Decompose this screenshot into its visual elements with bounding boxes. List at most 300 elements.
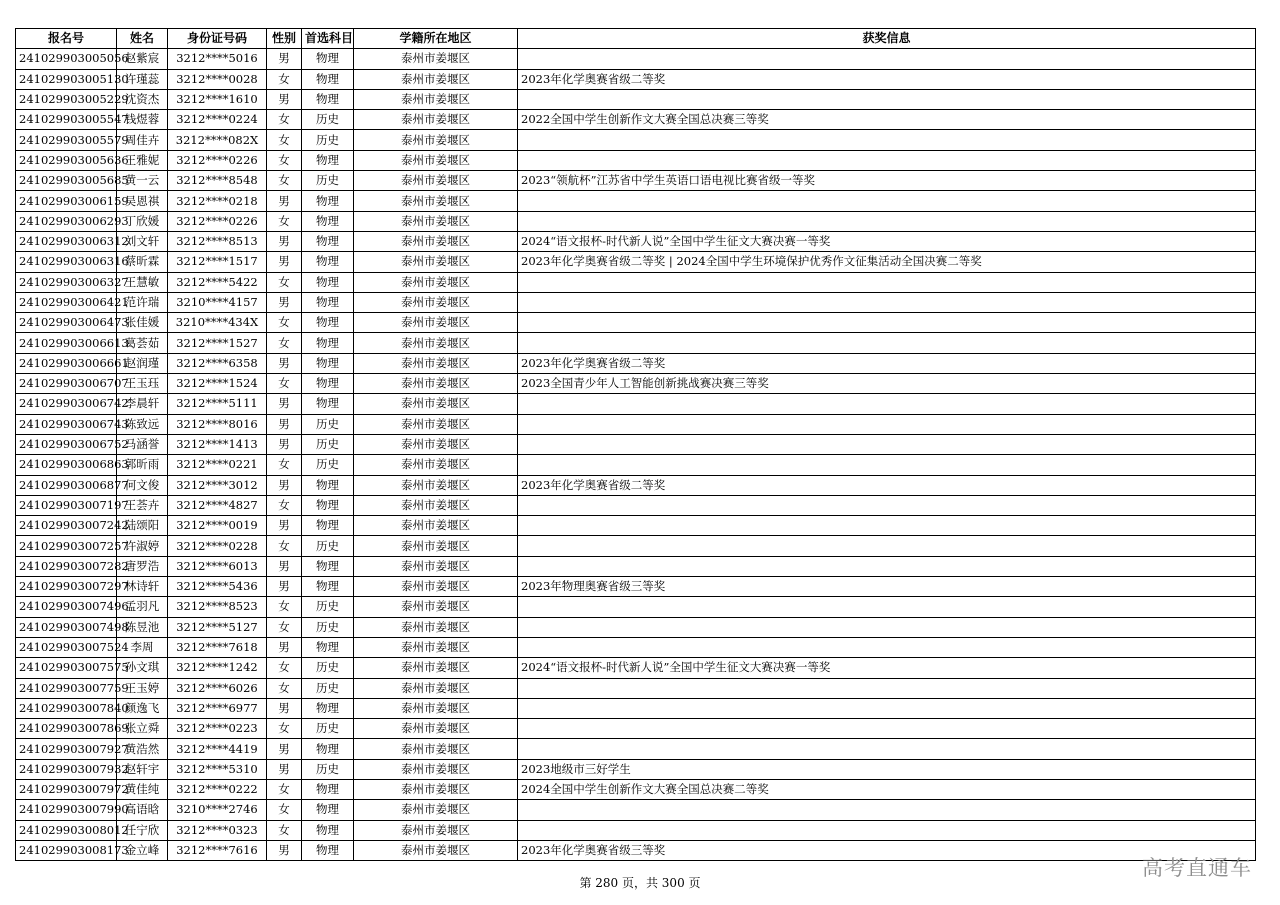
cell-id-card: 3212****1527	[168, 333, 267, 353]
cell-awards	[518, 89, 1256, 109]
cell-subject: 历史	[302, 617, 354, 637]
cell-registration-no: 241029903006752	[16, 434, 117, 454]
cell-name: 陆颂阳	[117, 516, 168, 536]
cell-name: 许瑾蕊	[117, 69, 168, 89]
cell-id-card: 3212****0222	[168, 779, 267, 799]
table-row	[16, 597, 1256, 617]
cell-registration-no: 241029903005547	[16, 110, 117, 130]
cell-name: 王玉珏	[117, 374, 168, 394]
cell-awards: 2023全国青少年人工智能创新挑战赛决赛三等奖	[518, 374, 1256, 394]
cell-subject: 历史	[302, 597, 354, 617]
cell-registration-no: 241029903006661	[16, 353, 117, 373]
cell-gender: 女	[267, 617, 302, 637]
cell-region: 泰州市姜堰区	[354, 516, 518, 536]
cell-region: 泰州市姜堰区	[354, 252, 518, 272]
cell-id-card: 3210****434X	[168, 313, 267, 333]
header-awards: 获奖信息	[518, 29, 1256, 49]
cell-gender: 女	[267, 719, 302, 739]
cell-awards: 2022全国中学生创新作文大赛全国总决赛三等奖	[518, 110, 1256, 130]
cell-subject: 物理	[302, 475, 354, 495]
cell-subject: 物理	[302, 577, 354, 597]
cell-subject: 物理	[302, 820, 354, 840]
cell-gender: 女	[267, 455, 302, 475]
table-row	[16, 333, 1256, 353]
cell-name: 赵紫宸	[117, 49, 168, 69]
cell-subject: 物理	[302, 252, 354, 272]
cell-region: 泰州市姜堰区	[354, 495, 518, 515]
cell-subject: 物理	[302, 191, 354, 211]
table-row	[16, 231, 1256, 251]
table-row	[16, 130, 1256, 150]
cell-awards	[518, 434, 1256, 454]
cell-subject: 物理	[302, 739, 354, 759]
table-row	[16, 374, 1256, 394]
cell-subject: 物理	[302, 89, 354, 109]
cell-subject: 物理	[302, 800, 354, 820]
cell-id-card: 3212****6026	[168, 678, 267, 698]
table-row	[16, 414, 1256, 434]
cell-awards	[518, 272, 1256, 292]
cell-subject: 物理	[302, 394, 354, 414]
cell-region: 泰州市姜堰区	[354, 678, 518, 698]
cell-gender: 男	[267, 191, 302, 211]
cell-registration-no: 241029903006743	[16, 414, 117, 434]
table-row	[16, 353, 1256, 373]
cell-gender: 女	[267, 820, 302, 840]
header-name: 姓名	[117, 29, 168, 49]
cell-registration-no: 241029903006877	[16, 475, 117, 495]
cell-region: 泰州市姜堰区	[354, 536, 518, 556]
cell-name: 蔡昕霖	[117, 252, 168, 272]
cell-name: 马涵誉	[117, 434, 168, 454]
cell-subject: 历史	[302, 759, 354, 779]
cell-name: 金立峰	[117, 840, 168, 860]
cell-subject: 物理	[302, 840, 354, 860]
cell-subject: 物理	[302, 353, 354, 373]
cell-gender: 男	[267, 231, 302, 251]
cell-awards	[518, 414, 1256, 434]
table-row	[16, 536, 1256, 556]
table-row	[16, 698, 1256, 718]
cell-gender: 女	[267, 597, 302, 617]
cell-registration-no: 241029903005636	[16, 150, 117, 170]
cell-registration-no: 241029903007282	[16, 556, 117, 576]
cell-name: 孙文琪	[117, 658, 168, 678]
table-row	[16, 89, 1256, 109]
cell-id-card: 3212****0226	[168, 211, 267, 231]
cell-registration-no: 241029903007197	[16, 495, 117, 515]
cell-id-card: 3212****0028	[168, 69, 267, 89]
cell-awards	[518, 495, 1256, 515]
cell-id-card: 3212****1242	[168, 658, 267, 678]
cell-gender: 男	[267, 840, 302, 860]
cell-name: 丁欣媛	[117, 211, 168, 231]
cell-name: 任宁欣	[117, 820, 168, 840]
cell-registration-no: 241029903007759	[16, 678, 117, 698]
cell-id-card: 3212****0223	[168, 719, 267, 739]
table-row	[16, 252, 1256, 272]
cell-region: 泰州市姜堰区	[354, 414, 518, 434]
cell-region: 泰州市姜堰区	[354, 434, 518, 454]
cell-gender: 男	[267, 252, 302, 272]
cell-name: 陈昱池	[117, 617, 168, 637]
cell-subject: 物理	[302, 333, 354, 353]
cell-id-card: 3212****0323	[168, 820, 267, 840]
cell-region: 泰州市姜堰区	[354, 597, 518, 617]
cell-subject: 历史	[302, 658, 354, 678]
cell-subject: 物理	[302, 231, 354, 251]
cell-gender: 女	[267, 495, 302, 515]
cell-subject: 物理	[302, 150, 354, 170]
cell-registration-no: 241029903007927	[16, 739, 117, 759]
cell-region: 泰州市姜堰区	[354, 150, 518, 170]
cell-gender: 女	[267, 374, 302, 394]
cell-registration-no: 241029903007972	[16, 779, 117, 799]
cell-awards	[518, 719, 1256, 739]
cell-registration-no: 241029903006327	[16, 272, 117, 292]
cell-registration-no: 241029903007840	[16, 698, 117, 718]
cell-name: 周佳卉	[117, 130, 168, 150]
cell-id-card: 3212****1517	[168, 252, 267, 272]
cell-id-card: 3212****5016	[168, 49, 267, 69]
cell-id-card: 3212****8548	[168, 171, 267, 191]
cell-subject: 历史	[302, 110, 354, 130]
table-row	[16, 800, 1256, 820]
cell-subject: 历史	[302, 414, 354, 434]
cell-gender: 女	[267, 658, 302, 678]
cell-region: 泰州市姜堰区	[354, 333, 518, 353]
cell-awards: 2023年化学奥赛省级二等奖	[518, 475, 1256, 495]
cell-name: 葛荟茹	[117, 333, 168, 353]
cell-awards	[518, 637, 1256, 657]
cell-awards	[518, 739, 1256, 759]
cell-id-card: 3212****5422	[168, 272, 267, 292]
awards-roster-table	[15, 28, 1256, 861]
cell-registration-no: 241029903007242	[16, 516, 117, 536]
cell-registration-no: 241029903007297	[16, 577, 117, 597]
cell-region: 泰州市姜堰区	[354, 820, 518, 840]
cell-gender: 女	[267, 150, 302, 170]
cell-id-card: 3212****8016	[168, 414, 267, 434]
cell-name: 林诗轩	[117, 577, 168, 597]
cell-subject: 物理	[302, 495, 354, 515]
cell-subject: 物理	[302, 292, 354, 312]
cell-subject: 历史	[302, 536, 354, 556]
cell-region: 泰州市姜堰区	[354, 455, 518, 475]
cell-subject: 物理	[302, 637, 354, 657]
cell-gender: 男	[267, 739, 302, 759]
cell-awards	[518, 313, 1256, 333]
cell-awards	[518, 394, 1256, 414]
cell-id-card: 3212****5310	[168, 759, 267, 779]
cell-registration-no: 241029903007496	[16, 597, 117, 617]
header-gender: 性别	[267, 29, 302, 49]
watermark-text: 高考直通车	[1142, 856, 1252, 880]
cell-awards	[518, 49, 1256, 69]
cell-registration-no: 241029903006312	[16, 231, 117, 251]
cell-awards	[518, 292, 1256, 312]
cell-gender: 女	[267, 130, 302, 150]
cell-registration-no: 241029903005130	[16, 69, 117, 89]
cell-subject: 物理	[302, 516, 354, 536]
cell-subject: 物理	[302, 313, 354, 333]
cell-region: 泰州市姜堰区	[354, 637, 518, 657]
cell-registration-no: 241029903005579	[16, 130, 117, 150]
cell-registration-no: 241029903005229	[16, 89, 117, 109]
cell-gender: 男	[267, 577, 302, 597]
cell-awards	[518, 617, 1256, 637]
table-row	[16, 637, 1256, 657]
cell-gender: 男	[267, 759, 302, 779]
cell-name: 陈致远	[117, 414, 168, 434]
cell-id-card: 3210****2746	[168, 800, 267, 820]
cell-registration-no: 241029903005685	[16, 171, 117, 191]
cell-gender: 男	[267, 49, 302, 69]
cell-gender: 男	[267, 353, 302, 373]
cell-region: 泰州市姜堰区	[354, 759, 518, 779]
cell-name: 刘文轩	[117, 231, 168, 251]
cell-region: 泰州市姜堰区	[354, 313, 518, 333]
cell-registration-no: 241029903006316	[16, 252, 117, 272]
table-row	[16, 69, 1256, 89]
cell-id-card: 3212****0228	[168, 536, 267, 556]
table-row	[16, 678, 1256, 698]
table-row	[16, 516, 1256, 536]
cell-gender: 女	[267, 272, 302, 292]
cell-id-card: 3212****4827	[168, 495, 267, 515]
cell-id-card: 3212****7618	[168, 637, 267, 657]
cell-gender: 女	[267, 779, 302, 799]
cell-gender: 女	[267, 800, 302, 820]
table-row	[16, 617, 1256, 637]
cell-region: 泰州市姜堰区	[354, 69, 518, 89]
cell-id-card: 3212****0019	[168, 516, 267, 536]
cell-id-card: 3212****6358	[168, 353, 267, 373]
cell-id-card: 3212****6977	[168, 698, 267, 718]
cell-awards	[518, 536, 1256, 556]
cell-region: 泰州市姜堰区	[354, 353, 518, 373]
cell-subject: 物理	[302, 272, 354, 292]
cell-awards: 2023年化学奥赛省级二等奖 | 2024全国中学生环境保护优秀作文征集活动全国决赛二等奖	[518, 252, 1256, 272]
cell-region: 泰州市姜堰区	[354, 577, 518, 597]
cell-gender: 男	[267, 698, 302, 718]
cell-awards	[518, 455, 1256, 475]
cell-id-card: 3212****1524	[168, 374, 267, 394]
table-row	[16, 759, 1256, 779]
cell-subject: 物理	[302, 374, 354, 394]
table-row	[16, 394, 1256, 414]
cell-gender: 女	[267, 333, 302, 353]
page-number: 第 280 页，共 300 页	[579, 876, 701, 890]
cell-registration-no: 241029903006473	[16, 313, 117, 333]
cell-name: 郭昕雨	[117, 455, 168, 475]
cell-awards	[518, 678, 1256, 698]
cell-awards: 2023“领航杯”江苏省中学生英语口语电视比赛省级一等奖	[518, 171, 1256, 191]
cell-registration-no: 241029903006707	[16, 374, 117, 394]
cell-region: 泰州市姜堰区	[354, 211, 518, 231]
cell-gender: 男	[267, 516, 302, 536]
cell-registration-no: 241029903007990	[16, 800, 117, 820]
cell-region: 泰州市姜堰区	[354, 292, 518, 312]
cell-gender: 男	[267, 394, 302, 414]
cell-gender: 女	[267, 313, 302, 333]
cell-region: 泰州市姜堰区	[354, 698, 518, 718]
cell-name: 黄一云	[117, 171, 168, 191]
cell-awards: 2024“语文报杯-时代新人说”全国中学生征文大赛决赛一等奖	[518, 658, 1256, 678]
cell-region: 泰州市姜堰区	[354, 658, 518, 678]
cell-registration-no: 241029903007257	[16, 536, 117, 556]
cell-awards	[518, 800, 1256, 820]
cell-gender: 男	[267, 89, 302, 109]
cell-id-card: 3210****4157	[168, 292, 267, 312]
cell-region: 泰州市姜堰区	[354, 272, 518, 292]
cell-id-card: 3212****0221	[168, 455, 267, 475]
table-row	[16, 719, 1256, 739]
table-row	[16, 292, 1256, 312]
cell-region: 泰州市姜堰区	[354, 49, 518, 69]
cell-name: 李周	[117, 637, 168, 657]
cell-name: 张立舜	[117, 719, 168, 739]
cell-id-card: 3212****082X	[168, 130, 267, 150]
cell-registration-no: 241029903007869	[16, 719, 117, 739]
cell-registration-no: 241029903007932	[16, 759, 117, 779]
table-row	[16, 191, 1256, 211]
cell-subject: 物理	[302, 779, 354, 799]
table-body	[16, 49, 1256, 861]
cell-registration-no: 241029903006293	[16, 211, 117, 231]
cell-name: 黄浩然	[117, 739, 168, 759]
table-header-row	[16, 29, 1256, 49]
cell-gender: 男	[267, 637, 302, 657]
table-row	[16, 556, 1256, 576]
cell-awards	[518, 698, 1256, 718]
cell-awards: 2023年化学奥赛省级三等奖	[518, 840, 1256, 860]
cell-name: 钱煜蓉	[117, 110, 168, 130]
cell-gender: 女	[267, 171, 302, 191]
cell-region: 泰州市姜堰区	[354, 191, 518, 211]
table-row	[16, 272, 1256, 292]
cell-region: 泰州市姜堰区	[354, 719, 518, 739]
cell-subject: 历史	[302, 455, 354, 475]
cell-id-card: 3212****0226	[168, 150, 267, 170]
table-row	[16, 49, 1256, 69]
cell-id-card: 3212****7616	[168, 840, 267, 860]
cell-awards: 2024“语文报杯-时代新人说”全国中学生征文大赛决赛一等奖	[518, 231, 1256, 251]
cell-name: 孟羽凡	[117, 597, 168, 617]
cell-registration-no: 241029903006742	[16, 394, 117, 414]
cell-name: 王荟卉	[117, 495, 168, 515]
table-row	[16, 150, 1256, 170]
cell-registration-no: 241029903007524	[16, 637, 117, 657]
table-row	[16, 475, 1256, 495]
cell-region: 泰州市姜堰区	[354, 475, 518, 495]
cell-id-card: 3212****1413	[168, 434, 267, 454]
table-row	[16, 495, 1256, 515]
cell-id-card: 3212****0224	[168, 110, 267, 130]
cell-awards	[518, 130, 1256, 150]
cell-region: 泰州市姜堰区	[354, 394, 518, 414]
cell-subject: 历史	[302, 171, 354, 191]
cell-subject: 历史	[302, 434, 354, 454]
cell-name: 范许瑞	[117, 292, 168, 312]
cell-awards: 2024全国中学生创新作文大赛全国总决赛二等奖	[518, 779, 1256, 799]
cell-name: 颜逸飞	[117, 698, 168, 718]
cell-registration-no: 241029903008173	[16, 840, 117, 860]
cell-subject: 物理	[302, 69, 354, 89]
table-row	[16, 658, 1256, 678]
table-row	[16, 739, 1256, 759]
cell-subject: 历史	[302, 719, 354, 739]
cell-registration-no: 241029903006421	[16, 292, 117, 312]
cell-awards	[518, 556, 1256, 576]
cell-awards	[518, 150, 1256, 170]
cell-region: 泰州市姜堰区	[354, 739, 518, 759]
cell-registration-no: 241029903006159	[16, 191, 117, 211]
cell-id-card: 3212****8513	[168, 231, 267, 251]
cell-region: 泰州市姜堰区	[354, 130, 518, 150]
cell-name: 张佳媛	[117, 313, 168, 333]
table-row	[16, 313, 1256, 333]
cell-name: 何文俊	[117, 475, 168, 495]
table-row	[16, 434, 1256, 454]
cell-id-card: 3212****0218	[168, 191, 267, 211]
cell-region: 泰州市姜堰区	[354, 556, 518, 576]
table-row	[16, 840, 1256, 860]
cell-name: 吴恩祺	[117, 191, 168, 211]
header-subject: 首选科目	[302, 29, 354, 49]
cell-region: 泰州市姜堰区	[354, 110, 518, 130]
table-row	[16, 211, 1256, 231]
cell-subject: 历史	[302, 678, 354, 698]
table-row	[16, 110, 1256, 130]
cell-name: 赵润瑾	[117, 353, 168, 373]
cell-awards	[518, 820, 1256, 840]
table-row	[16, 577, 1256, 597]
table-row	[16, 820, 1256, 840]
cell-name: 唐罗浩	[117, 556, 168, 576]
cell-name: 王雅妮	[117, 150, 168, 170]
cell-gender: 男	[267, 556, 302, 576]
cell-awards	[518, 597, 1256, 617]
cell-awards: 2023地级市三好学生	[518, 759, 1256, 779]
cell-id-card: 3212****5436	[168, 577, 267, 597]
cell-id-card: 3212****6013	[168, 556, 267, 576]
cell-region: 泰州市姜堰区	[354, 374, 518, 394]
cell-awards: 2023年物理奥赛省级三等奖	[518, 577, 1256, 597]
cell-gender: 男	[267, 434, 302, 454]
cell-name: 赵轩宇	[117, 759, 168, 779]
cell-name: 高语晗	[117, 800, 168, 820]
cell-gender: 女	[267, 536, 302, 556]
table-row	[16, 779, 1256, 799]
cell-awards	[518, 516, 1256, 536]
cell-name: 王玉婷	[117, 678, 168, 698]
cell-name: 王慧敏	[117, 272, 168, 292]
cell-registration-no: 241029903007575	[16, 658, 117, 678]
cell-subject: 物理	[302, 211, 354, 231]
table-row	[16, 455, 1256, 475]
cell-gender: 女	[267, 211, 302, 231]
cell-awards: 2023年化学奥赛省级二等奖	[518, 353, 1256, 373]
cell-registration-no: 241029903007498	[16, 617, 117, 637]
cell-awards	[518, 211, 1256, 231]
header-registration-no: 报名号	[16, 29, 117, 49]
cell-awards	[518, 333, 1256, 353]
table-row	[16, 171, 1256, 191]
cell-subject: 物理	[302, 556, 354, 576]
cell-subject: 历史	[302, 130, 354, 150]
cell-gender: 男	[267, 414, 302, 434]
